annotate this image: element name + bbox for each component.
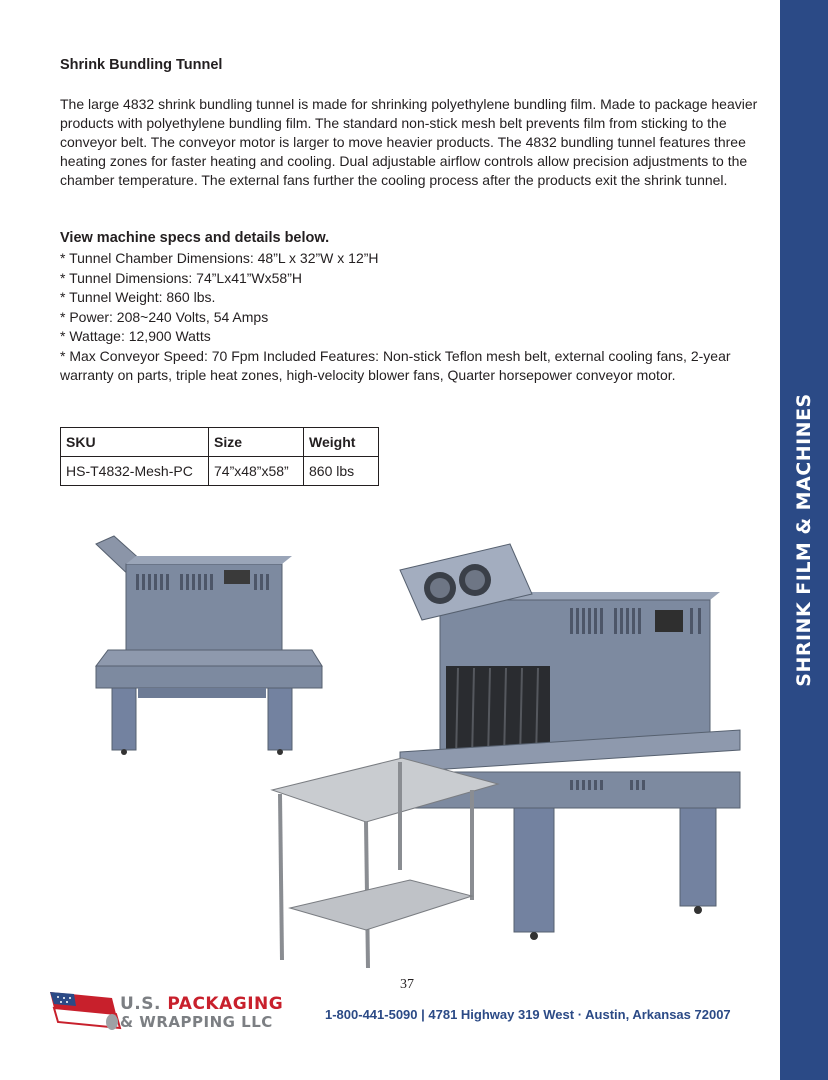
- tunnel-photo-large: [270, 540, 745, 970]
- table-header-size: Size: [209, 428, 304, 457]
- logo-accent: PACKAGING: [167, 994, 284, 1014]
- table-row: [61, 457, 379, 486]
- page-title: Shrink Bundling Tunnel: [60, 57, 223, 73]
- table-cell-size: 74”x48”x58”: [209, 457, 304, 486]
- table-header-row: [61, 428, 379, 457]
- spec-item: * Tunnel Weight: 860 lbs.: [60, 289, 216, 305]
- spec-item: * Wattage: 12,900 Watts: [60, 328, 211, 344]
- contact-info: 1-800-441-5090 | 4781 Highway 319 West · Austin, Arkansas 72007: [325, 1007, 731, 1022]
- logo-prefix: U.S.: [120, 994, 161, 1014]
- spec-item: * Tunnel Dimensions: 74”Lx41”Wx58”H: [60, 269, 302, 286]
- spec-item: * Tunnel Chamber Dimensions: 48”L x 32”W x 12”H: [60, 250, 379, 266]
- table-header-sku: SKU: [61, 428, 209, 457]
- table-header-weight: Weight: [304, 428, 379, 457]
- product-description: The large 4832 shrink bundling tunnel is made for shrinking polyethylene bundling film. Made to package heavier products with polyethylene bundling film. The standard non-stick mesh belt prevents film from sticking to the conveyor belt. The conveyor motor is larger to move heavier products. The 4832 bundling tunnel features three heating zones for faster heating and cooling. Dual adjustable airflow controls allow precision adjustments to the chamber temperature. The external fans further the cooling process after the products exit the shrink tunnel.: [60, 96, 758, 188]
- sidebar-label: SHRINK FILM & MACHINES: [793, 393, 815, 687]
- page-number: 37: [400, 977, 414, 992]
- specs-list: [60, 249, 772, 386]
- specs-heading: View machine specs and details below.: [60, 230, 330, 246]
- spec-table: [60, 427, 379, 486]
- spec-item: * Power: 208~240 Volts, 54 Amps: [60, 308, 269, 325]
- spec-item: * Max Conveyor Speed: 70 Fpm Included Features: Non-stick Teflon mesh belt, external cooling fans, 2-year warranty on parts, triple heat zones, high-velocity blower fans, Quarter horsepower conveyor motor.: [60, 347, 731, 383]
- table-cell-weight: 860 lbs: [304, 457, 379, 486]
- logo-wordmark-line1: [120, 994, 283, 1014]
- logo-wordmark-line2: & WRAPPING LLC: [120, 1013, 273, 1031]
- table-cell-sku: HS-T4832-Mesh-PC: [61, 457, 209, 486]
